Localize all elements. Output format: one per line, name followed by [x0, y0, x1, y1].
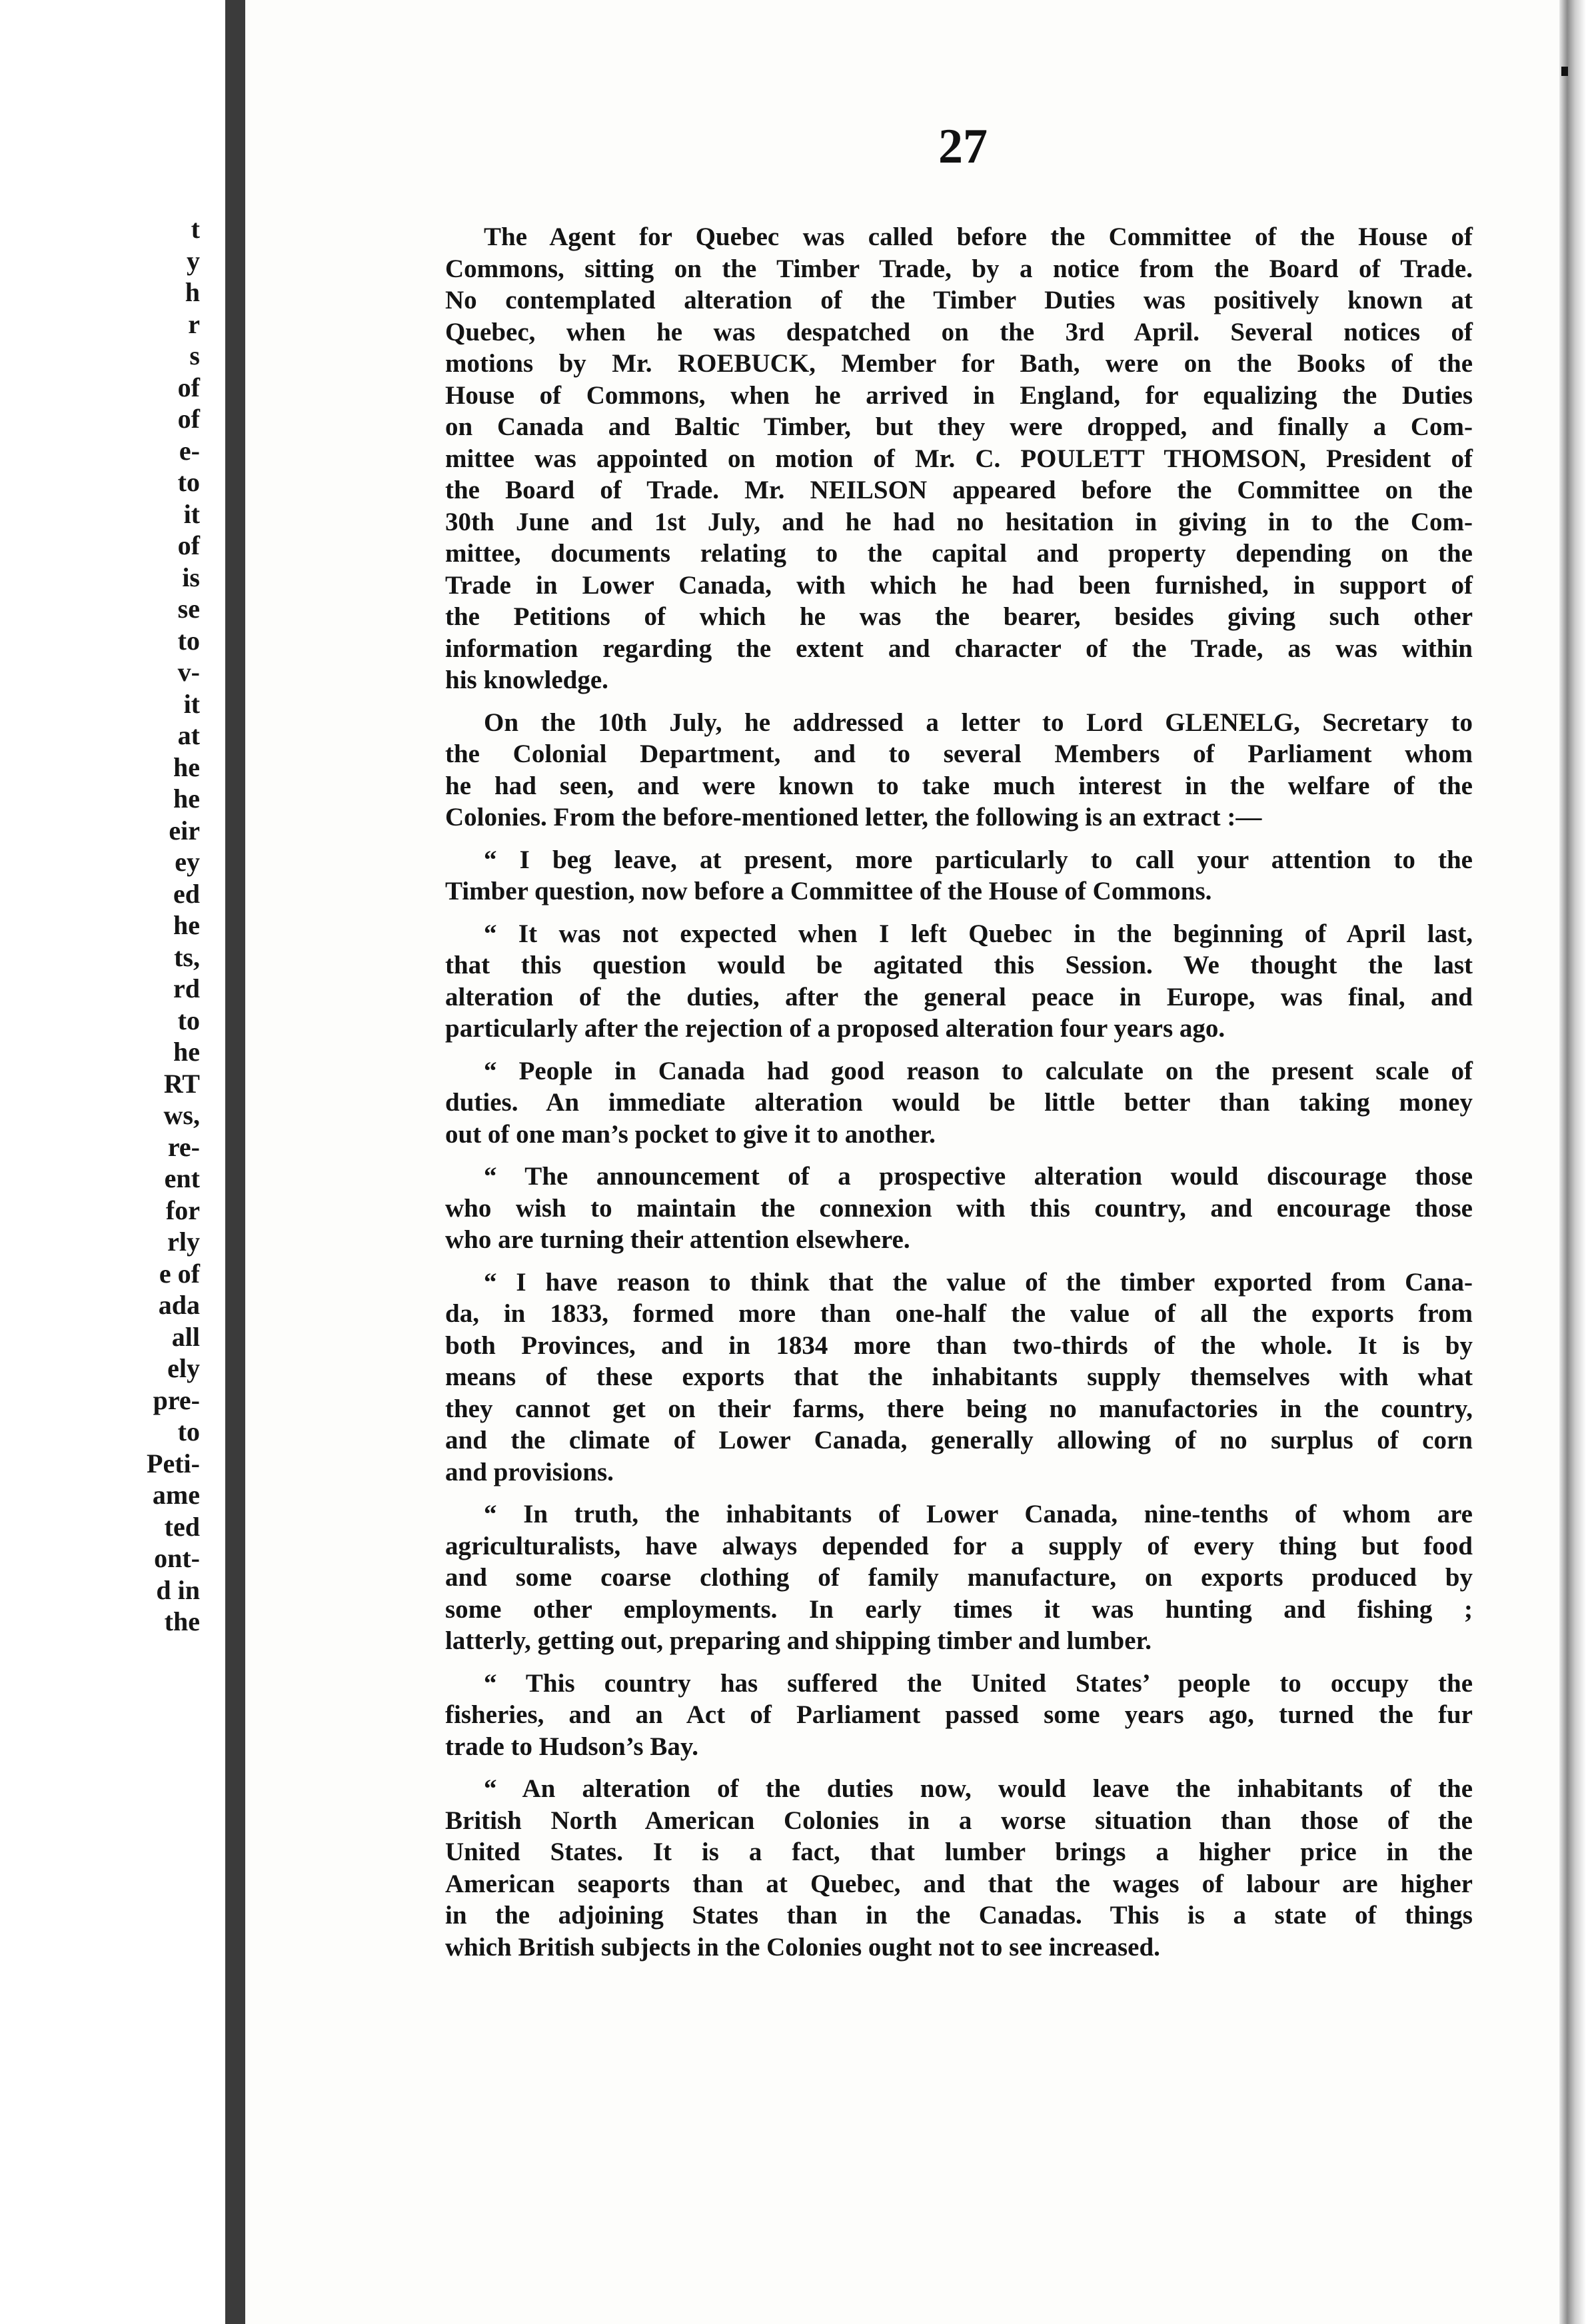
book-gutter	[225, 0, 245, 2324]
margin-fragment: at	[177, 720, 200, 750]
margin-fragment: Peti-	[147, 1448, 200, 1478]
margin-fragment: he	[173, 752, 200, 782]
text-line: his knowledge.	[445, 666, 608, 694]
margin-fragment: ted	[164, 1511, 200, 1542]
text-line: mittee, documents relating to the capital and property depending on the	[445, 539, 1473, 568]
margin-fragment: to	[177, 1417, 200, 1447]
text-line: out of one man’s pocket to give it to another.	[445, 1119, 936, 1149]
margin-fragment: RT	[163, 1068, 200, 1099]
margin-fragment: to	[177, 625, 200, 656]
text-line: Quebec, when he was despatched on the 3rd April. Several notices of	[445, 317, 1473, 346]
margin-fragment: s	[189, 340, 200, 370]
margin-fragment: re-	[167, 1131, 200, 1162]
text-line: in the adjoining States than in the Canadas. This is a state of things	[445, 1901, 1473, 1930]
margin-fragment: rly	[167, 1227, 200, 1257]
text-line: and the climate of Lower Canada, generally allowing of no surplus of corn	[445, 1426, 1473, 1454]
text-line: British North American Colonies in a worse situation than those of the	[445, 1806, 1473, 1835]
text-line: “ In truth, the inhabitants of Lower Canada, nine-tenths of whom are	[484, 1500, 1473, 1528]
page-edge	[1559, 0, 1586, 2324]
text-line: da, in 1833, formed more than one-half the value of all the exports from	[445, 1299, 1473, 1328]
margin-fragment: ts,	[174, 941, 200, 972]
text-line: fisheries, and an Act of Parliament passed some years ago, turned the fur	[445, 1700, 1473, 1729]
text-line: Timber question, now before a Committee of the House of Commons.	[445, 877, 1212, 905]
margin-fragment: ed	[173, 878, 200, 909]
text-line: the Petitions of which he was the bearer, besides giving such other	[445, 602, 1473, 631]
paragraph	[445, 844, 1473, 907]
margin-fragment: of	[177, 530, 200, 560]
text-line: the Colonial Department, and to several Members of Parliament whom	[445, 740, 1473, 768]
margin-fragment: ent	[164, 1163, 200, 1193]
margin-fragment: h	[185, 277, 200, 307]
margin-fragment: ada	[158, 1290, 200, 1320]
margin-fragment: he	[173, 1037, 200, 1067]
margin-fragment: is	[182, 562, 200, 592]
margin-fragment: se	[177, 594, 200, 624]
text-line: which British subjects in the Colonies ought not to see increased.	[445, 1932, 1160, 1962]
text-line: and provisions.	[445, 1457, 614, 1486]
text-line: “ I have reason to think that the value of the timber exported from Cana-	[484, 1267, 1473, 1297]
margin-fragment: it	[183, 688, 200, 719]
margin-fragment: to	[177, 1005, 200, 1035]
text-line: he had seen, and were known to take much interest in the welfare of the	[445, 771, 1473, 800]
text-line: information regarding the extent and character of the Trade, as was within	[445, 634, 1473, 663]
paragraph	[445, 1773, 1473, 1963]
text-line: some other employments. In early times it was hunting and fishing ;	[445, 1594, 1473, 1624]
paragraph	[445, 918, 1473, 1045]
text-line: “ An alteration of the duties now, would leave the inhabitants of the	[484, 1774, 1473, 1803]
text-line: who are turning their attention elsewhere.	[445, 1225, 910, 1254]
text-line: United States. It is a fact, that lumber brings a higher price in the	[445, 1838, 1473, 1866]
text-line: “ It was not expected when I left Quebec in the beginning of April last,	[484, 919, 1473, 948]
margin-fragment: v-	[177, 657, 200, 687]
text-line: American seaports than at Quebec, and that the wages of labour are higher	[445, 1869, 1473, 1898]
paragraph	[445, 1055, 1473, 1151]
paragraph	[445, 1668, 1473, 1763]
text-line: motions by Mr. ROEBUCK, Member for Bath, were on the Books of the	[445, 349, 1473, 378]
margin-fragment: ame	[152, 1480, 200, 1510]
margin-fragment: he	[173, 910, 200, 940]
text-line: Commons, sitting on the Timber Trade, by a notice from the Board of Trade.	[445, 254, 1473, 283]
page-number: 27	[938, 119, 988, 174]
margin-fragment: pre-	[153, 1385, 200, 1415]
text-line: No contemplated alteration of the Timber Duties was positively known at	[445, 286, 1473, 314]
text-line: The Agent for Quebec was called before the Committee of the House of	[484, 223, 1473, 251]
text-line: Trade in Lower Canada, with which he had been furnished, in support of	[445, 570, 1473, 600]
paragraph	[445, 707, 1473, 834]
text-line: that this question would be agitated this Session. We thought the last	[445, 951, 1473, 979]
facing-page-fragment	[0, 0, 229, 2324]
paragraph	[445, 221, 1473, 696]
margin-fragment: it	[183, 498, 200, 529]
margin-fragment: ont-	[154, 1543, 200, 1573]
margin-fragment: the	[164, 1606, 200, 1636]
margin-fragment: e-	[179, 435, 200, 466]
margin-fragment: all	[171, 1321, 200, 1352]
margin-fragments	[0, 213, 200, 1638]
margin-fragment: of	[177, 372, 200, 402]
paragraph	[445, 1267, 1473, 1488]
text-line: they cannot get on their farms, there being no manufactories in the country,	[445, 1394, 1473, 1423]
margin-fragment: ely	[167, 1353, 200, 1383]
text-line: on Canada and Baltic Timber, but they were dropped, and finally a Com-	[445, 412, 1473, 441]
text-line: latterly, getting out, preparing and shipping timber and lumber.	[445, 1626, 1152, 1655]
text-line: means of these exports that the inhabitants supply themselves with what	[445, 1363, 1473, 1391]
text-line: the Board of Trade. Mr. NEILSON appeared before the Committee on the	[445, 476, 1473, 504]
text-line: On the 10th July, he addressed a letter to Lord GLENELG, Secretary to	[484, 708, 1473, 737]
margin-fragment: ws,	[163, 1100, 200, 1130]
margin-fragment: of	[177, 404, 200, 434]
text-line: “ This country has suffered the United States’ people to occupy the	[484, 1668, 1473, 1698]
margin-fragment: ey	[175, 847, 200, 877]
text-line: “ The announcement of a prospective alteration would discourage those	[484, 1162, 1473, 1191]
text-line: “ People in Canada had good reason to calculate on the present scale of	[484, 1056, 1473, 1085]
margin-fragment: r	[188, 308, 200, 339]
edge-mark	[1561, 67, 1568, 76]
text-line: duties. An immediate alteration would be little better than taking money	[445, 1088, 1473, 1117]
margin-fragment: t	[191, 214, 200, 244]
body-text	[445, 221, 1473, 1974]
margin-fragment: for	[165, 1195, 200, 1225]
text-line: “ I beg leave, at present, more particularly to call your attention to the	[484, 845, 1473, 874]
text-line: Colonies. From the before-mentioned letter, the following is an extract :—	[445, 803, 1262, 832]
margin-fragment: he	[173, 784, 200, 814]
margin-fragment: rd	[173, 973, 200, 1003]
text-line: 30th June and 1st July, and he had no hesitation in giving in to the Com-	[445, 507, 1473, 536]
text-line: trade to Hudson’s Bay.	[445, 1732, 698, 1761]
text-line: House of Commons, when he arrived in England, for equalizing the Duties	[445, 380, 1473, 410]
margin-fragment: eir	[169, 815, 200, 846]
text-line: mittee was appointed on motion of Mr. C. POULETT THOMSON, President of	[445, 444, 1473, 473]
paragraph	[445, 1498, 1473, 1657]
paragraph	[445, 1161, 1473, 1256]
text-line: agriculturalists, have always depended for a supply of every thing but food	[445, 1531, 1473, 1560]
text-line: alteration of the duties, after the general peace in Europe, was final, and	[445, 982, 1473, 1011]
margin-fragment: d in	[156, 1574, 200, 1605]
text-line: both Provinces, and in 1834 more than two-thirds of the whole. It is by	[445, 1331, 1473, 1360]
margin-fragment: y	[187, 245, 200, 276]
text-line: and some coarse clothing of family manufacture, on exports produced by	[445, 1563, 1473, 1592]
text-line: particularly after the rejection of a proposed alteration four years ago.	[445, 1014, 1225, 1043]
margin-fragment: e of	[159, 1258, 200, 1289]
margin-fragment: to	[177, 467, 200, 497]
text-line: who wish to maintain the connexion with this country, and encourage those	[445, 1193, 1473, 1223]
